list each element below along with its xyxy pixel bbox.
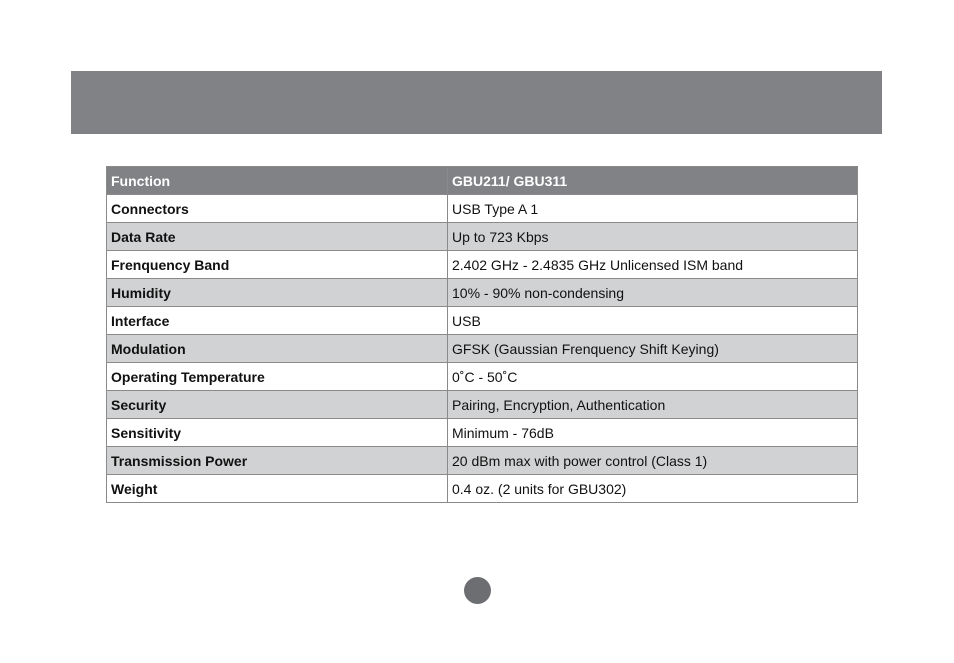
row-label: Security [107, 391, 448, 419]
row-value: USB [448, 307, 858, 335]
table-header-row [107, 167, 858, 195]
table-row [107, 251, 858, 279]
row-label: Interface [107, 307, 448, 335]
row-label: Frenquency Band [107, 251, 448, 279]
row-value: 20 dBm max with power control (Class 1) [448, 447, 858, 475]
table-row [107, 475, 858, 503]
table-row [107, 391, 858, 419]
table-row [107, 447, 858, 475]
row-label: Sensitivity [107, 419, 448, 447]
table-row [107, 195, 858, 223]
row-value: GFSK (Gaussian Frenquency Shift Keying) [448, 335, 858, 363]
table-row [107, 363, 858, 391]
specifications-table [106, 166, 858, 503]
column-header-model: GBU211/ GBU311 [448, 167, 858, 195]
table-row [107, 419, 858, 447]
row-label: Modulation [107, 335, 448, 363]
table-row [107, 279, 858, 307]
row-label: Humidity [107, 279, 448, 307]
page-number-dot [464, 577, 491, 604]
table-row [107, 335, 858, 363]
row-value: Pairing, Encryption, Authentication [448, 391, 858, 419]
row-value: Minimum - 76dB [448, 419, 858, 447]
row-label: Weight [107, 475, 448, 503]
row-value: 0.4 oz. (2 units for GBU302) [448, 475, 858, 503]
table-row [107, 223, 858, 251]
row-label: Data Rate [107, 223, 448, 251]
column-header-function: Function [107, 167, 448, 195]
table-row [107, 307, 858, 335]
row-value: 10% - 90% non-condensing [448, 279, 858, 307]
row-label: Operating Temperature [107, 363, 448, 391]
row-value: Up to 723 Kbps [448, 223, 858, 251]
row-value: 0˚C - 50˚C [448, 363, 858, 391]
row-value: USB Type A 1 [448, 195, 858, 223]
row-label: Connectors [107, 195, 448, 223]
row-value: 2.402 GHz - 2.4835 GHz Unlicensed ISM band [448, 251, 858, 279]
page-header-bar [71, 71, 882, 134]
row-label: Transmission Power [107, 447, 448, 475]
